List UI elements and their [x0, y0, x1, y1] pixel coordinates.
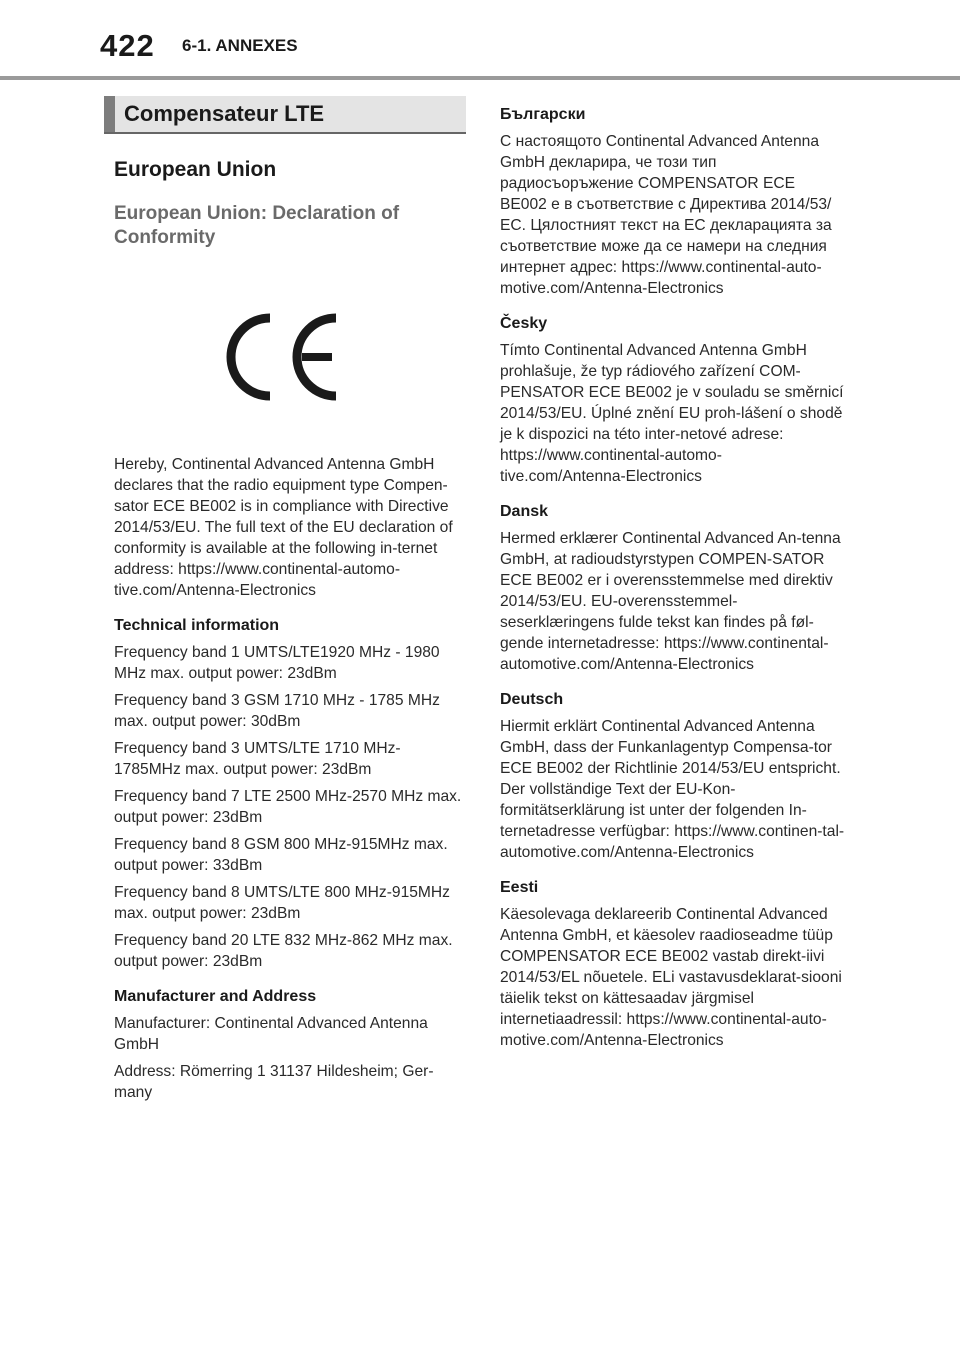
section-title: 6-1. ANNEXES	[182, 36, 298, 55]
heading-declaration-of-conformity: European Union: Declaration of Conformity	[114, 203, 400, 248]
heading-european-union: European Union	[114, 158, 277, 181]
frequency-band-item: Frequency band 8 GSM 800 MHz-915MHz max. output power: 33dBm	[114, 836, 448, 874]
page-number: 422	[100, 28, 155, 63]
address-text: Address: Römerring 1 31137 Hildesheim; Ger-many	[114, 1063, 434, 1101]
ce-mark-icon	[222, 312, 342, 402]
header-divider	[0, 76, 960, 80]
language-heading-estonian: Eesti	[500, 879, 539, 896]
technical-info-heading: Technical information	[114, 617, 280, 634]
manufacturer-heading: Manufacturer and Address	[114, 988, 317, 1005]
manufacturer-text: Manufacturer: Continental Advanced Antenna GmbH	[114, 1015, 428, 1053]
language-text-czech: Tímto Continental Advanced Antenna GmbH prohlašuje, že typ rádiového zařízení COM-PENSATOR ECE BE002 je v souladu se směrnicí 2014/53/EU. Úplné znění EU proh-lášení o shodě je k dispozici na této inter-netové adrese: https://www.continental-automo-tive.com/Antenna-Electronics	[500, 342, 844, 485]
frequency-band-item: Frequency band 3 UMTS/LTE 1710 MHz-1785MHz max. output power: 23dBm	[114, 740, 401, 778]
right-column	[500, 96, 845, 1051]
frequency-band-item: Frequency band 8 UMTS/LTE 800 MHz-915MHz max. output power: 23dBm	[114, 884, 450, 922]
frequency-band-item: Frequency band 20 LTE 832 MHz-862 MHz max. output power: 23dBm	[114, 932, 453, 970]
language-text-danish: Hermed erklærer Continental Advanced An-tenna GmbH, at radioudstyrstypen COMPEN-SATOR ECE BE002 er i overensstemmelse med direktiv 2014/53/EU. EU-overensstemmel-seserklæringens fulde tekst kan findes på føl-gende internetadresse: https://www.continental-automotive.com/Antenna-Electronics	[500, 530, 841, 673]
frequency-band-item: Frequency band 3 GSM 1710 MHz - 1785 MHz max. output power: 30dBm	[114, 692, 440, 730]
title-accent-bar	[104, 96, 115, 132]
section-heading: Compensateur LTE	[124, 101, 325, 126]
declaration-intro-text: Hereby, Continental Advanced Antenna GmbH declares that the radio equipment type Compen-sator ECE BE002 is in compliance with Directive 2014/53/EU. The full text of the EU declaration of conformity is available at the following in-ternet address: https://www.continental-automo-tive.com/Antenna-Electronics	[114, 456, 453, 599]
language-heading-danish: Dansk	[500, 503, 549, 520]
left-column	[104, 96, 466, 1103]
language-text-bulgarian: С настоящото Continental Advanced Antenna GmbH декларира, че този тип радиосъоръжение COMPENSATOR ECE BE002 е в съответствие с Директива 2014/53/ЕС. Цялостният текст на ЕС декларацията за съответствие може да се намери на следния интернет адрес: https://www.continental-auto-motive.com/Antenna-Electronics	[500, 133, 832, 297]
language-text-german: Hiermit erklärt Continental Advanced Antenna GmbH, dass der Funkanlagentyp Compensa-tor ECE BE002 der Richtlinie 2014/53/EU entspricht. Der vollständige Text der EU-Kon-formitätserklärung ist unter der folgenden In-ternetadresse verfügbar: https://www.continen-tal-automotive.com/Antenna-Electronics	[500, 718, 845, 861]
language-heading-german: Deutsch	[500, 691, 564, 708]
language-heading-bulgarian: Български	[500, 106, 586, 123]
language-heading-czech: Česky	[500, 315, 548, 332]
section-title-box	[104, 96, 466, 134]
frequency-band-item: Frequency band 1 UMTS/LTE1920 MHz - 1980 MHz max. output power: 23dBm	[114, 644, 440, 682]
frequency-band-item: Frequency band 7 LTE 2500 MHz-2570 MHz max. output power: 23dBm	[114, 788, 462, 826]
language-text-estonian: Käesolevaga deklareerib Continental Advanced Antenna GmbH, et käesolev raadioseadme tüüp COMPENSATOR ECE BE002 vastab direkt-iivi 2014/53/EL nõuetele. ELi vastavusdeklarat-siooni täielik tekst on kättesaadav järgmisel internetiaadressil: https://www.continental-auto-motive.com/Antenna-Electronics	[500, 906, 842, 1049]
